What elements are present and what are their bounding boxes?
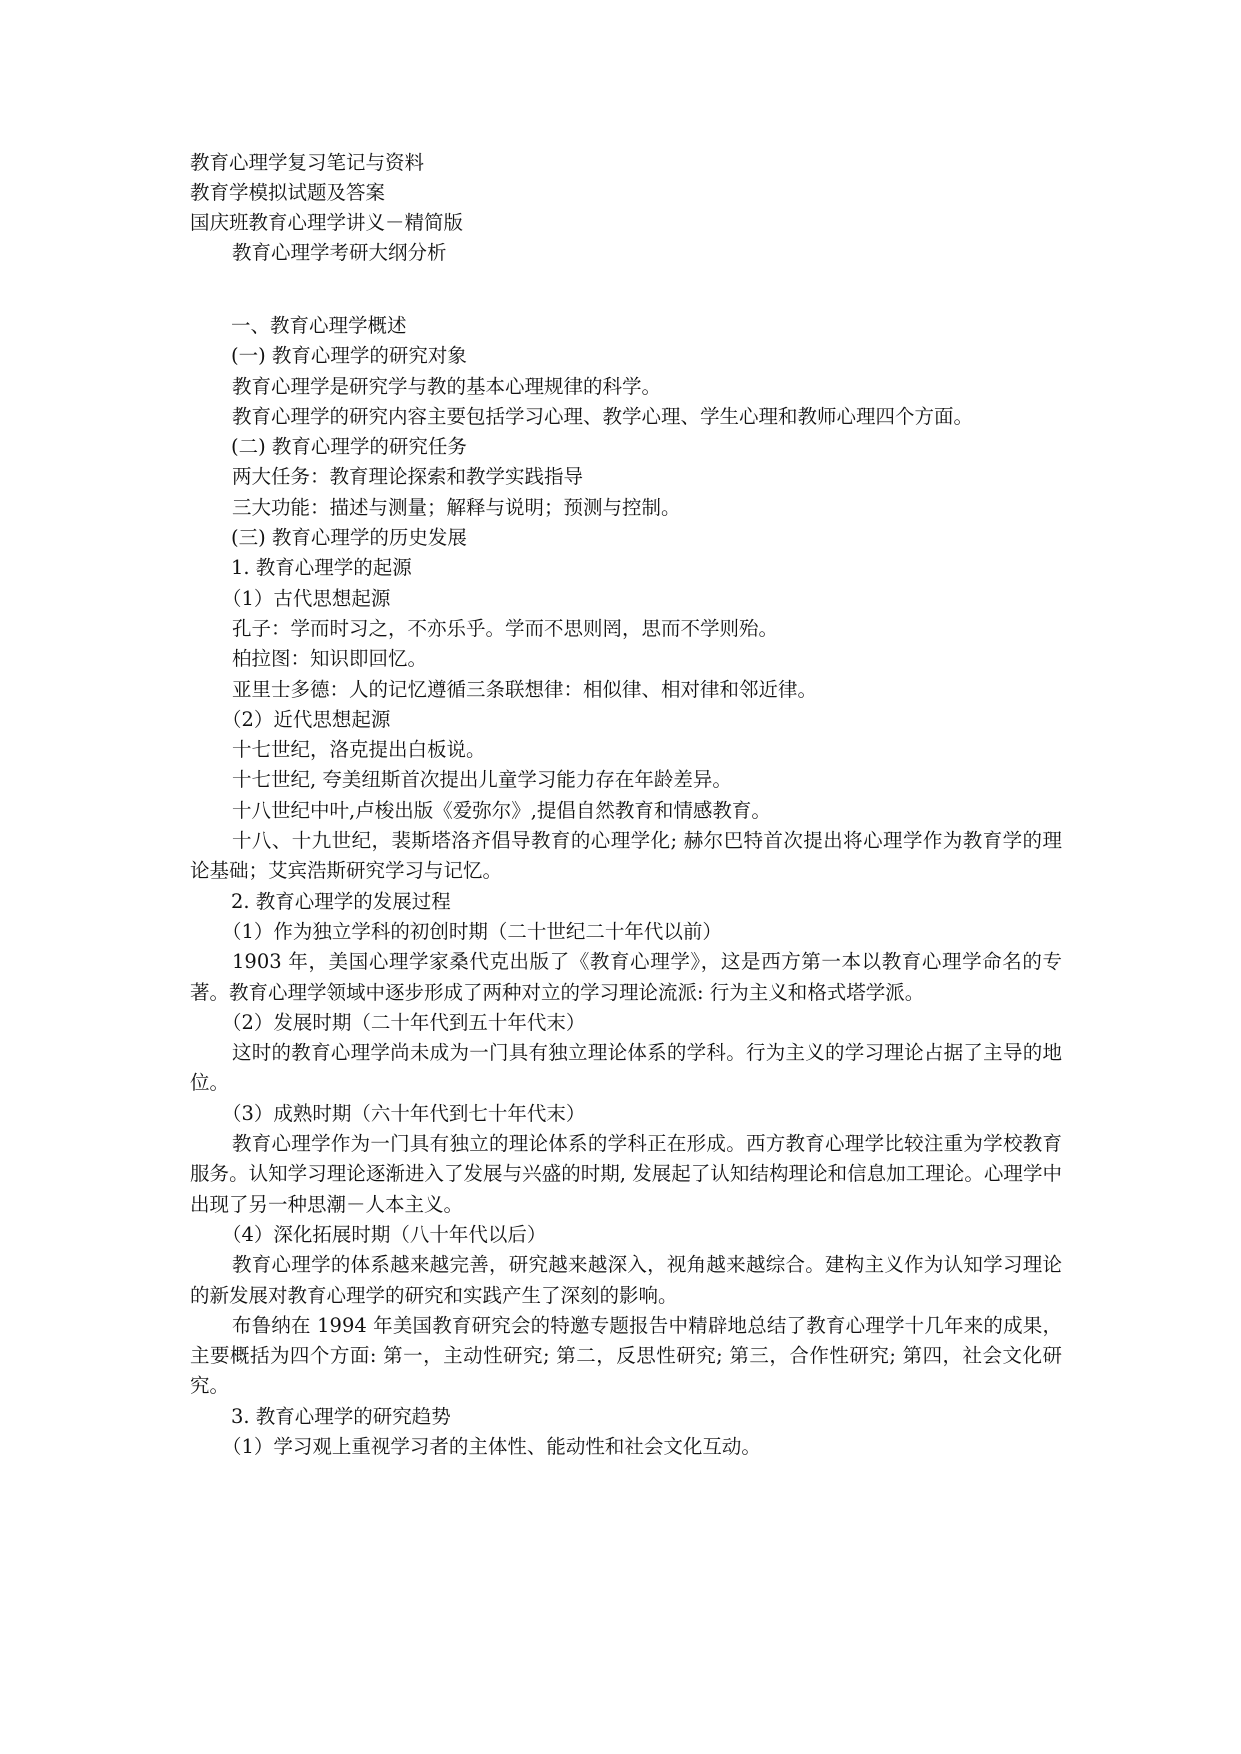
paragraph: 教育心理学作为一门具有独立的理论体系的学科正在形成。西方教育心理学比较注重为学校教育服务。认知学习理论逐渐进入了发展与兴盛的时期, 发展起了认知结构理论和信息加工理论。心理学中出现了另一种思潮－人本主义。 [190,1132,1062,1216]
document-title: 教育心理学考研大纲分析 [232,241,447,264]
sub-heading: （2）发展时期（二十年代到五十年代末） [222,1010,586,1034]
paragraph: 十七世纪, 夸美纽斯首次提出儿童学习能力存在年龄差异。 [232,768,732,792]
paragraph: 三大功能：描述与测量；解释与说明；预测与控制。 [232,495,681,519]
paragraph: 两大任务：教育理论探索和教学实践指导 [232,465,584,489]
paragraph: 柏拉图：知识即回忆。 [232,647,428,671]
paragraph: 教育心理学的体系越来越完善，研究越来越深入，视角越来越综合。建构主义作为认知学习理论的新发展对教育心理学的研究和实践产生了深刻的影响。 [190,1253,1062,1307]
paragraph: 孔子：学而时习之，不亦乐乎。学而不思则罔，思而不学则殆。 [232,616,779,640]
subsection-heading: (一) 教育心理学的研究对象 [231,344,467,368]
numbered-heading: 2. 教育心理学的发展过程 [231,889,451,913]
sub-heading: （2）近代思想起源 [222,707,391,731]
paragraph: 亚里士多德：人的记忆遵循三条联想律：相似律、相对律和邻近律。 [232,677,818,701]
document-header [190,148,1070,268]
numbered-heading: 1. 教育心理学的起源 [231,556,412,580]
sub-heading: （3）成熟时期（六十年代到七十年代末） [222,1101,586,1125]
related-link-3[interactable]: 国庆班教育心理学讲义－精简版 [190,211,464,234]
document-body [190,311,1062,1462]
paragraph: 1903 年，美国心理学家桑代克出版了《教育心理学》，这是西方第一本以教育心理学命名的专著。教育心理学领域中逐步形成了两种对立的学习理论流派: 行为主义和格式塔学派。 [190,950,1062,1004]
related-link-2[interactable]: 教育学模拟试题及答案 [190,181,386,204]
subsection-heading: (二) 教育心理学的研究任务 [231,435,467,459]
sub-heading: （1）作为独立学科的初创时期（二十世纪二十年代以前） [222,919,722,943]
sub-heading: （1）古代思想起源 [222,586,391,610]
section-heading: 一、教育心理学概述 [231,314,407,337]
numbered-heading: 3. 教育心理学的研究趋势 [231,1404,451,1428]
sub-heading: （1）学习观上重视学习者的主体性、能动性和社会文化互动。 [222,1434,761,1458]
paragraph: 十八世纪中叶,卢梭出版《爱弥尔》,提倡自然教育和情感教育。 [232,798,771,822]
subsection-heading: (三) 教育心理学的历史发展 [231,526,467,550]
paragraph: 十七世纪，洛克提出白板说。 [232,738,486,762]
related-link-1[interactable]: 教育心理学复习笔记与资料 [190,151,425,174]
paragraph: 教育心理学是研究学与教的基本心理规律的科学。 [232,374,662,398]
paragraph: 这时的教育心理学尚未成为一门具有独立理论体系的学科。行为主义的学习理论占据了主导的地位。 [190,1041,1062,1095]
sub-heading: （4）深化拓展时期（八十年代以后） [222,1222,547,1246]
paragraph: 十八、十九世纪，裴斯塔洛齐倡导教育的心理学化; 赫尔巴特首次提出将心理学作为教育学的理论基础；艾宾浩斯研究学习与记忆。 [190,829,1062,883]
paragraph: 布鲁纳在 1994 年美国教育研究会的特邀专题报告中精辟地总结了教育心理学十几年来的成果，主要概括为四个方面: 第一，主动性研究; 第二，反思性研究; 第三，合作性研究; 第四，社会文化研究。 [190,1313,1062,1398]
paragraph: 教育心理学的研究内容主要包括学习心理、教学心理、学生心理和教师心理四个方面。 [232,404,974,428]
